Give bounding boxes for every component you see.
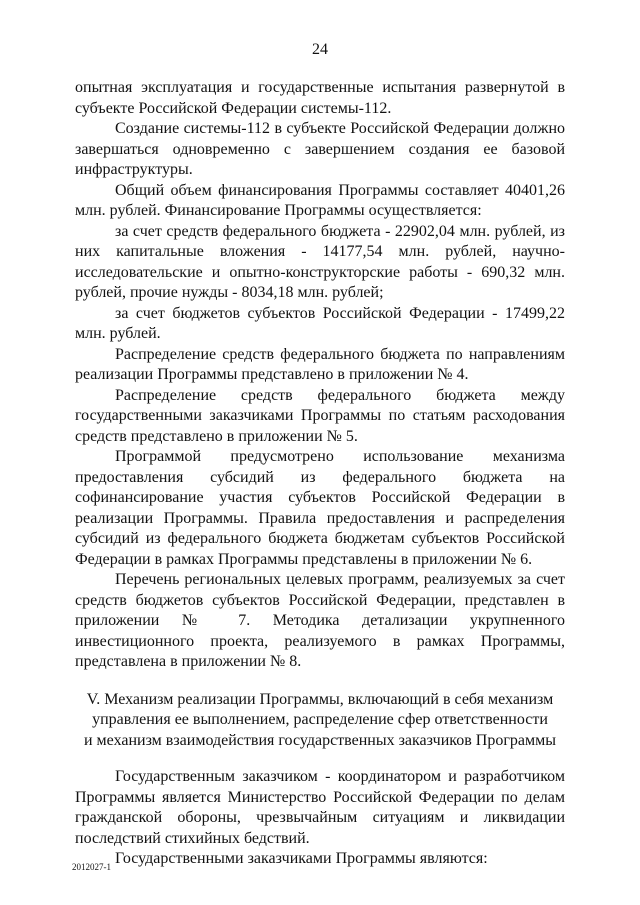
paragraph-system-112-testing: опытная эксплуатация и государственные испытания развернутой в субъекте Российской Федерации системы-112. [75,79,565,117]
section-heading-line: V. Механизм реализации Программы, включающий в себя механизм [86,690,554,708]
section-heading [75,690,565,752]
paragraph-federal-budget: за счет средств федерального бюджета - 22902,04 млн. рублей, из них капитальные вложения - 14177,54 млн. рублей, научно-исследовательские и опытно-конструкторские работы - 690,32 млн. рублей, прочие нужды - 8034,18 млн. рублей; [75,222,565,301]
paragraph-state-customers: Государственными заказчиками Программы являются: [115,850,488,867]
paragraph-subsidies: Программой предусмотрено использование механизма предоставления субсидий из федерального бюджета на софинансирование участия субъектов Российской Федерации в реализации Программы. Правила предоставления и распределения субсидий из федерального бюджета бюджетам субъектов Российской Федерации в рамках Программы представлены в приложении № 6. [75,448,565,568]
paragraph-total-funding: Общий объем финансирования Программы составляет 40401,26 млн. рублей. Финансирование Программы осуществляется: [75,181,565,219]
section-heading-line: и механизм взаимодействия государственных заказчиков Программы [83,731,556,749]
page-number: 24 [312,41,328,58]
paragraph-system-112-creation: Создание системы-112 в субъекте Российской Федерации должно завершаться одновременно с завершением создания ее базовой инфраструктуры. [75,120,565,178]
paragraph-regional-budgets: за счет бюджетов субъектов Российской Федерации - 17499,22 млн. рублей. [75,304,565,342]
document-code: 2012027-1 [72,862,111,872]
paragraph-distribution-customers: Распределение средств федерального бюджета между государственными заказчиками Программы по статьям расходования средств представлено в приложении № 5. [75,386,565,445]
document-body [75,78,565,870]
section-heading-line: управления ее выполнением, распределение сфер ответственности [92,711,548,728]
paragraph-regional-programs: Перечень региональных целевых программ, реализуемых за счет средств бюджетов субъектов Российской Федерации, представлен в приложении № 7. Методика детализации укрупненного инвестиционного проекта, реализуемого в рамках Программы, представлена в приложении № 8. [75,571,565,670]
paragraph-state-customer-coordinator: Государственным заказчиком - координатором и разработчиком Программы является Министерство Российской Федерации по делам гражданской обороны, чрезвычайным ситуациям и ликвидации последствий стихийных бедствий. [75,768,565,847]
paragraph-distribution-directions: Распределение средств федерального бюджета по направлениям реализации Программы представлено в приложении № 4. [75,345,565,383]
